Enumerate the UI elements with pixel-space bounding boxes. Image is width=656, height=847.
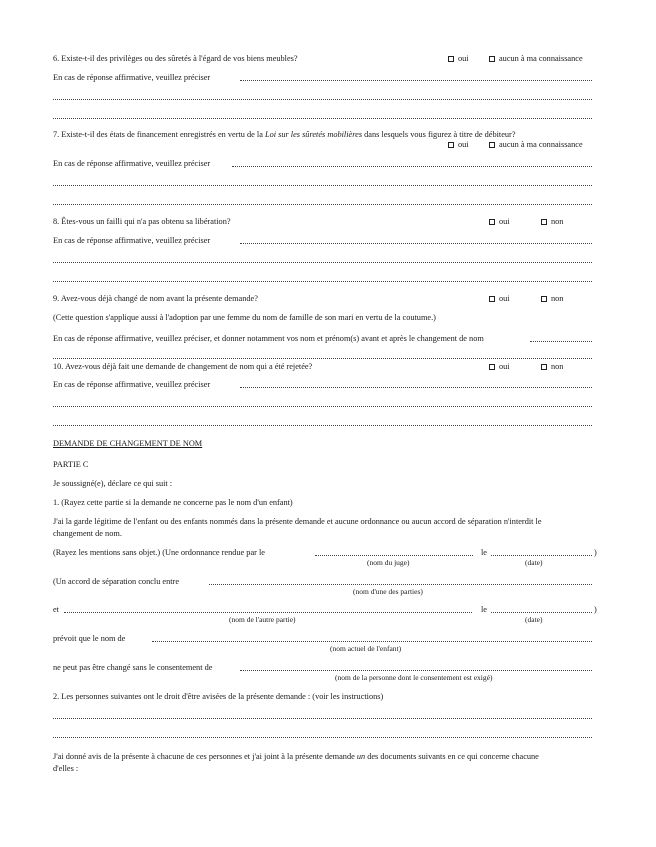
agreement-date-field[interactable]	[491, 612, 592, 613]
q10-answer-line-2[interactable]	[53, 406, 592, 407]
q6-aucun-option[interactable]: aucun à ma connaissance	[489, 55, 583, 63]
question-6: 6. Existe-t-il des privilèges ou des sûretés à l'égard de vos biens meubles?	[53, 54, 298, 63]
agreement-et-label: et	[53, 605, 59, 614]
consent-text: ne peut pas être changé sans le consentement de	[53, 663, 213, 672]
q10-oui-option[interactable]: oui	[489, 363, 510, 371]
custody-statement-line-2: changement de nom.	[53, 529, 122, 538]
q9-detail-label: En cas de réponse affirmative, veuillez préciser, et donner notamment vos nom et prénom(s) avant et après le changement de nom	[53, 334, 484, 343]
q9-note: (Cette question s'applique aussi à l'adoption par une femme du nom de famille de son mari en vertu de la coutume.)	[53, 313, 436, 322]
checkbox-icon[interactable]	[541, 364, 547, 370]
notice-persons-line-2[interactable]	[53, 737, 592, 738]
q9-oui-option[interactable]: oui	[489, 295, 510, 303]
q8-detail-label: En cas de réponse affirmative, veuillez préciser	[53, 236, 211, 245]
order-text: (Rayez les mentions sans objet.) (Une ordonnance rendue par le	[53, 548, 265, 557]
item-1-title: 1. (Rayez cette partie si la demande ne concerne pas le nom d'un enfant)	[53, 498, 293, 507]
other-party-caption: (nom de l'autre partie)	[229, 615, 296, 624]
custody-statement-line-1: J'ai la garde légitime de l'enfant ou des enfants nommés dans la présente demande et aucune ordonnance ou aucun accord de séparation n'interdit le	[53, 517, 542, 526]
q10-non-option[interactable]: non	[541, 363, 563, 371]
child-name-field[interactable]	[152, 641, 592, 642]
notice-persons-line-1[interactable]	[53, 718, 592, 719]
agreement-date-caption: (date)	[525, 615, 543, 624]
q7-answer-line-1[interactable]	[232, 166, 592, 167]
judge-name-field[interactable]	[315, 555, 473, 556]
q6-answer-line-1[interactable]	[240, 80, 592, 81]
notice-statement-line-1: J'ai donné avis de la présente à chacune de ces personnes et j'ai joint à la présente demande un des documents suivants en ce qui concerne chacune	[53, 752, 539, 761]
q8-non-option[interactable]: non	[541, 218, 563, 226]
consent-name-caption: (nom de la personne dont le consentement est exigé)	[335, 673, 493, 682]
checkbox-icon[interactable]	[489, 56, 495, 62]
q9-non-option[interactable]: non	[541, 295, 563, 303]
checkbox-icon[interactable]	[489, 364, 495, 370]
q9-answer-line-2[interactable]	[53, 358, 592, 359]
agreement-text: (Un accord de séparation conclu entre	[53, 577, 180, 586]
q10-detail-label: En cas de réponse affirmative, veuillez préciser	[53, 380, 211, 389]
q10-answer-line-3[interactable]	[53, 425, 592, 426]
consent-name-field[interactable]	[240, 670, 592, 671]
section-heading: DEMANDE DE CHANGEMENT DE NOM	[53, 439, 203, 448]
q7-aucun-option[interactable]: aucun à ma connaissance	[489, 141, 583, 149]
q8-answer-line-3[interactable]	[53, 281, 592, 282]
checkbox-icon[interactable]	[541, 296, 547, 302]
part-label: PARTIE C	[53, 460, 89, 469]
checkbox-icon[interactable]	[448, 142, 454, 148]
q9-answer-line-1[interactable]	[530, 341, 592, 342]
q8-answer-line-2[interactable]	[53, 262, 592, 263]
q6-answer-line-2[interactable]	[53, 99, 592, 100]
q8-oui-option[interactable]: oui	[489, 218, 510, 226]
party-name-field[interactable]	[209, 584, 592, 585]
checkbox-icon[interactable]	[541, 219, 547, 225]
order-date-caption: (date)	[525, 558, 543, 567]
declaration-intro: Je soussigné(e), déclare ce qui suit :	[53, 479, 173, 488]
q7-answer-line-3[interactable]	[53, 204, 592, 205]
q6-detail-label: En cas de réponse affirmative, veuillez préciser	[53, 73, 211, 82]
agreement-close-paren: )	[594, 605, 597, 614]
question-7: 7. Existe-t-il des états de financement enregistrés en vertu de la Loi sur les sûretés mobilières dans lesquels vous figurez à titre de débiteur?	[53, 130, 516, 139]
q7-oui-option[interactable]: oui	[448, 141, 469, 149]
q7-detail-label: En cas de réponse affirmative, veuillez préciser	[53, 159, 211, 168]
notice-statement-line-2: d'elles :	[53, 764, 79, 773]
q10-answer-line-1[interactable]	[240, 387, 592, 388]
party-name-caption: (nom d'une des parties)	[353, 587, 423, 596]
checkbox-icon[interactable]	[489, 142, 495, 148]
order-close-paren: )	[594, 548, 597, 557]
order-le-label: le	[481, 548, 487, 557]
checkbox-icon[interactable]	[489, 219, 495, 225]
q6-oui-option[interactable]: oui	[448, 55, 469, 63]
other-party-name-field[interactable]	[64, 612, 472, 613]
judge-name-caption: (nom du juge)	[367, 558, 410, 567]
q8-answer-line-1[interactable]	[240, 243, 592, 244]
order-date-field[interactable]	[491, 555, 592, 556]
agreement-le-label: le	[481, 605, 487, 614]
checkbox-icon[interactable]	[489, 296, 495, 302]
q6-answer-line-3[interactable]	[53, 118, 592, 119]
item-2-title: 2. Les personnes suivantes ont le droit d'être avisées de la présente demande : (voir les instructions)	[53, 692, 384, 701]
question-9: 9. Avez-vous déjà changé de nom avant la présente demande?	[53, 294, 258, 303]
q7-answer-line-2[interactable]	[53, 185, 592, 186]
provides-text: prévoit que le nom de	[53, 634, 126, 643]
question-10: 10. Avez-vous déjà fait une demande de changement de nom qui a été rejetée?	[53, 362, 313, 371]
question-8: 8. Êtes-vous un failli qui n'a pas obtenu sa libération?	[53, 217, 231, 226]
child-name-caption: (nom actuel de l'enfant)	[330, 644, 402, 653]
checkbox-icon[interactable]	[448, 56, 454, 62]
